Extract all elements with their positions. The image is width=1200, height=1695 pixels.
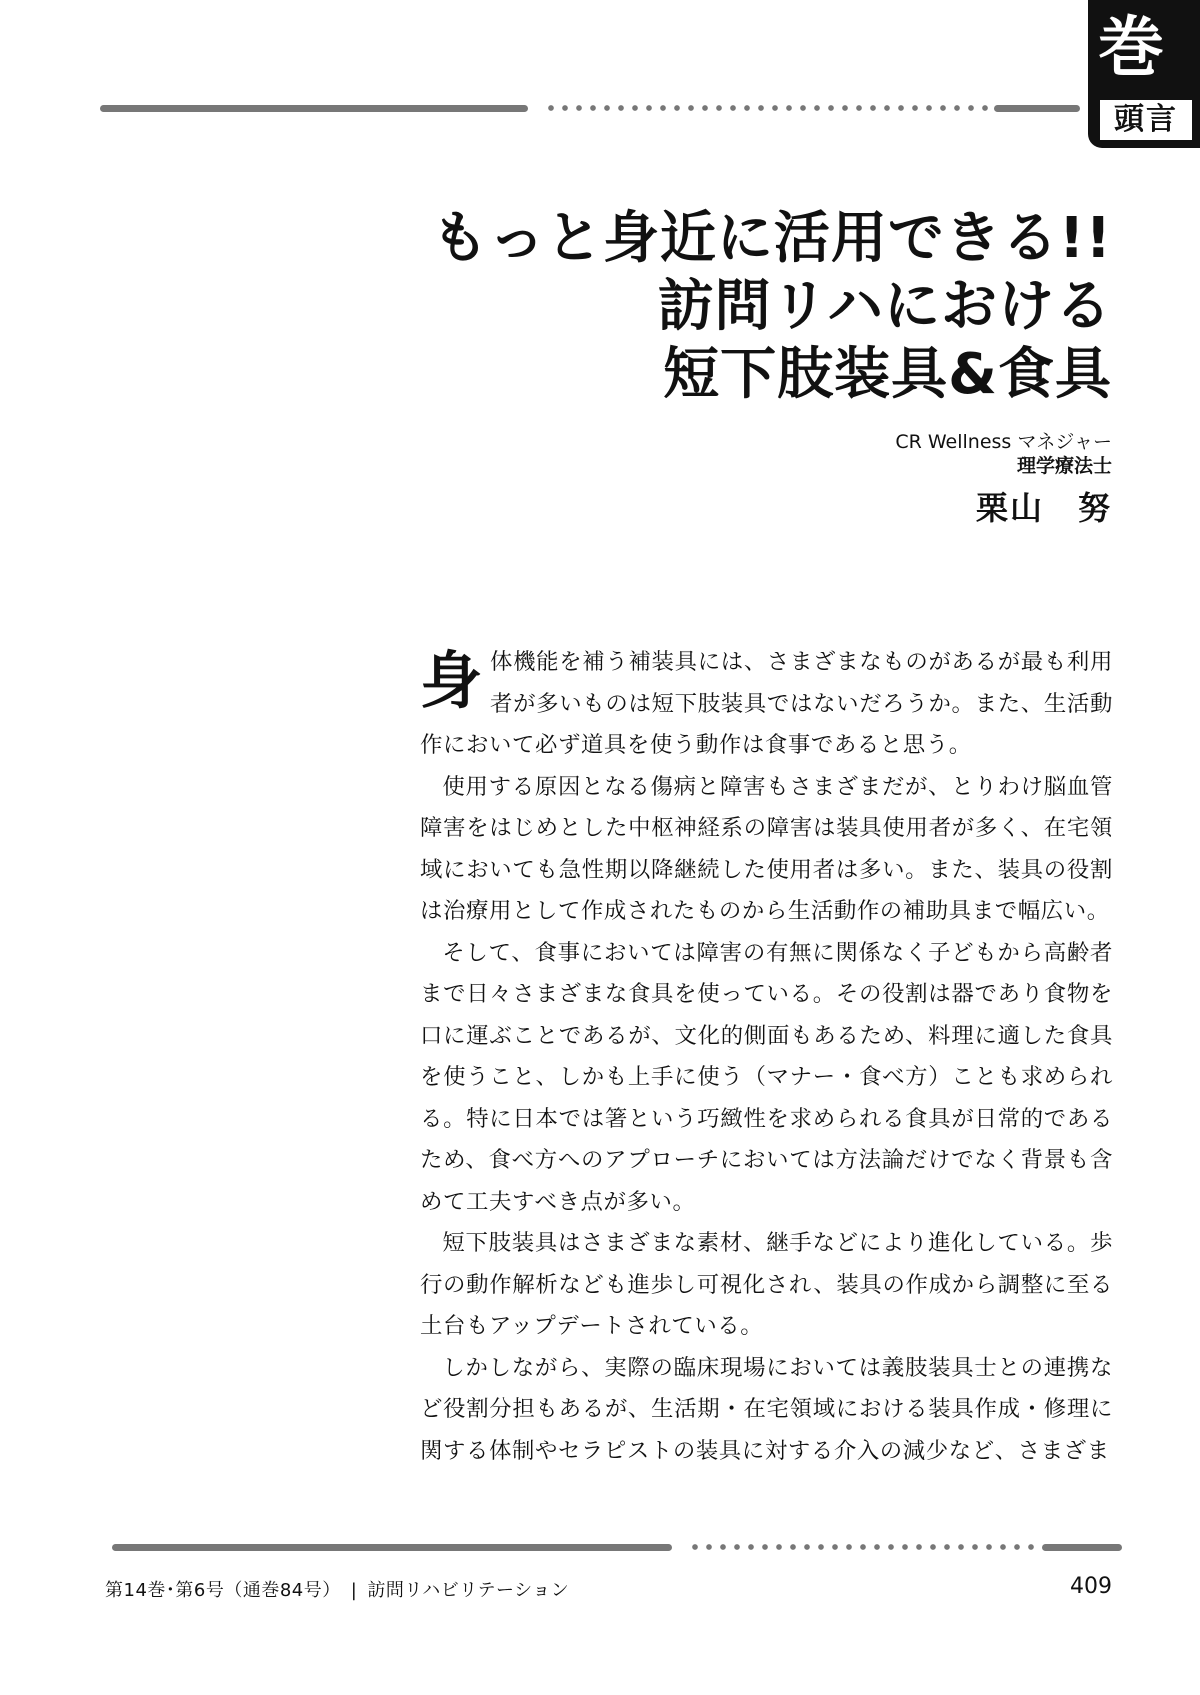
corner-badge <box>1088 0 1200 148</box>
paragraph-1 <box>420 642 1113 767</box>
author-name: 栗山 努 <box>975 489 1112 527</box>
drop-cap: 身 <box>420 644 483 717</box>
paragraph-1-text: 体機能を補う補装具には、さまざまなものがあるが最も利用者が多いものは短下肢装具ではないだろうか。また、生活動作において必ず道具を使う動作は食事であると思う。 <box>420 649 1113 758</box>
author-affiliation: CR Wellness マネジャー <box>895 431 1112 453</box>
corner-badge-kan: 巻 <box>1098 8 1164 86</box>
page-number: 409 <box>1070 1574 1112 1599</box>
bottom-rule <box>112 1543 1122 1551</box>
paragraph-5: しかしながら、実際の臨床現場においては義肢装具士との連携など役割分担もあるが、生活期・在宅領域における装具作成・修理に関する体制やセラピストの装具に対する介入の減少など、さまざま <box>420 1354 1113 1464</box>
title-line-1: もっと身近に活用できる!! <box>431 206 1112 271</box>
top-rule <box>100 104 1080 112</box>
article-title <box>432 205 1112 409</box>
paragraph-2: 使用する原因となる傷病と障害もさまざまだが、とりわけ脳血管障害をはじめとした中枢神経系の障害は装具使用者が多く、在宅領域においても急性期以降継続した使用者は多い。また、装具の役割は治療用として作成されたものから生活動作の補助具まで幅広い。 <box>420 773 1113 924</box>
footer-journal: 訪問リハビリテーション <box>367 1580 570 1601</box>
footer-separator: | <box>350 1580 358 1601</box>
author-profession: 理学療法士 <box>1016 455 1112 477</box>
paragraph-4: 短下肢装具はさまざまな素材、継手などにより進化している。歩行の動作解析なども進歩し可視化され、装具の作成から調整に至る土台もアップデートされている。 <box>420 1230 1113 1339</box>
paragraph-3: そして、食事においては障害の有無に関係なく子どもから高齢者まで日々さまざまな食具を使っている。その役割は器であり食物を口に運ぶことであるが、文化的側面もあるため、料理に適した食具を使うこと、しかも上手に使う（マナー・食べ方）ことも求められる。特に日本では箸という巧緻性を求められる食具が日常的であるため、食べ方へのアプローチにおいては方法論だけでなく背景も含めて工夫すべき点が多い。 <box>420 939 1113 1215</box>
title-line-3: 短下肢装具&食具 <box>663 342 1112 407</box>
title-line-2: 訪問リハにおける <box>657 274 1112 339</box>
author-block <box>895 430 1112 530</box>
footer-issue: 第14巻･第6号（通巻84号） <box>105 1580 341 1601</box>
corner-badge-label: 頭言 <box>1100 100 1192 140</box>
article-body <box>420 642 1113 1472</box>
footer-issue-info <box>105 1576 569 1602</box>
